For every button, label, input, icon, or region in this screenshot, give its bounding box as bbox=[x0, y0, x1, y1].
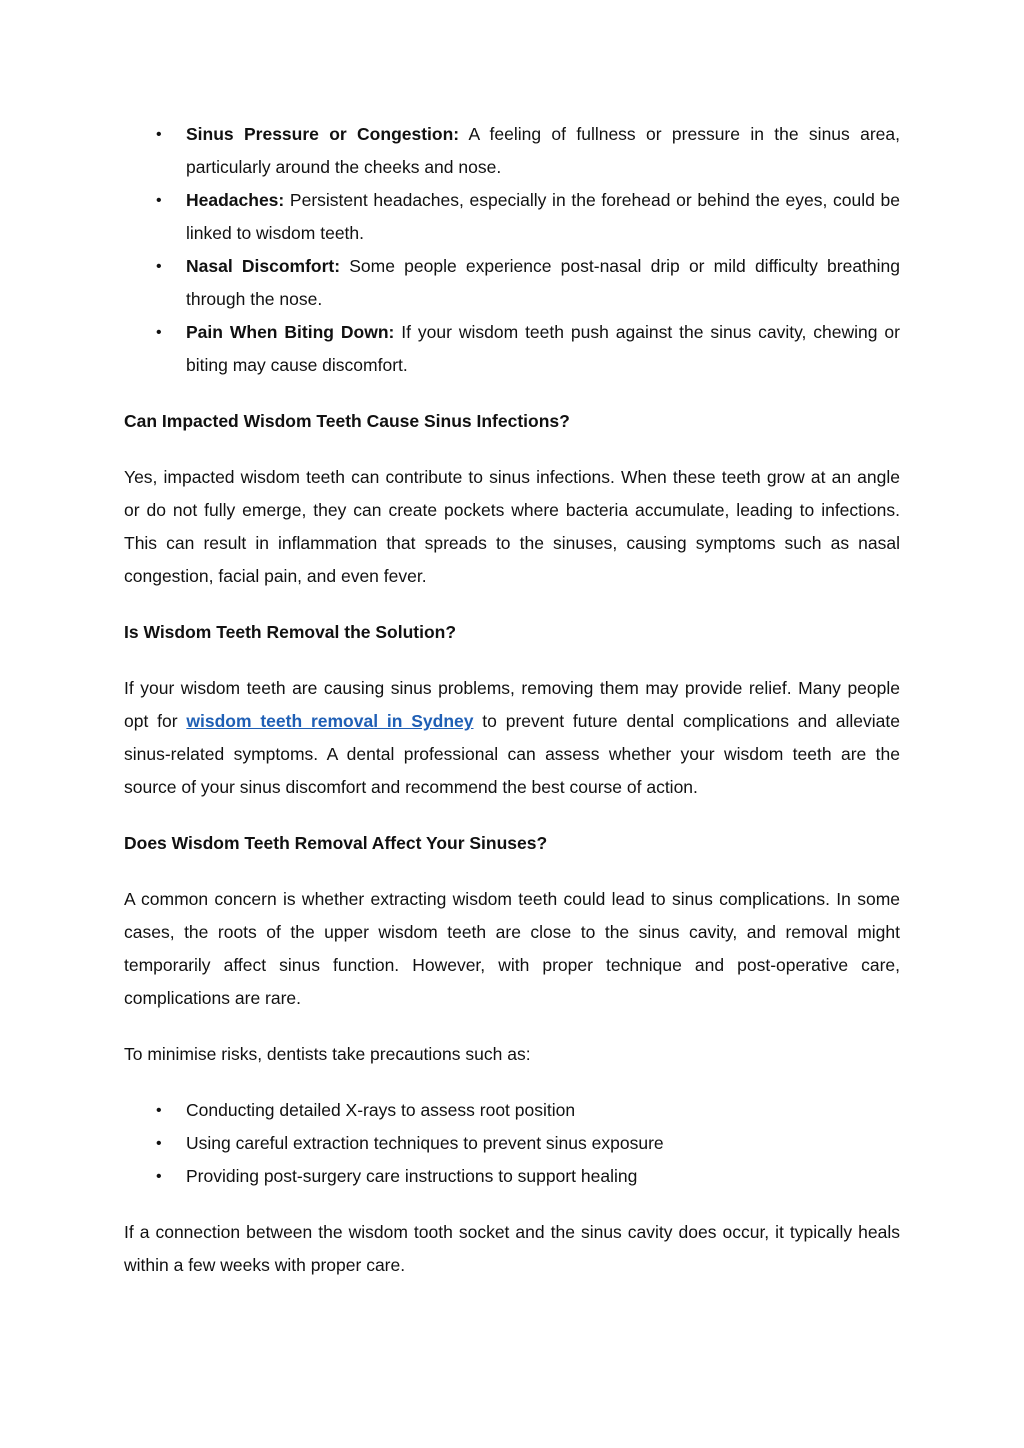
list-item-text: Some people experience post-nasal drip or mild difficulty breathing through the nose. bbox=[186, 256, 900, 309]
list-item bbox=[186, 250, 900, 316]
section-heading-affect-sinuses: Does Wisdom Teeth Removal Affect Your Sinuses? bbox=[124, 833, 548, 853]
precaution-list bbox=[124, 1094, 900, 1193]
list-item: • Using careful extraction techniques to prevent sinus exposure bbox=[186, 1127, 900, 1160]
paragraph-sinus-infections: Yes, impacted wisdom teeth can contribute to sinus infections. When these teeth grow at an angle or do not fully emerge, they can create pockets where bacteria accumulate, leading to infections. This can result in inflammation that spreads to the sinuses, causing symptoms such as nasal congestion, facial pain, and even fever. bbox=[124, 467, 900, 586]
list-item-term: Pain When Biting Down: bbox=[186, 322, 395, 342]
list-item: • Providing post-surgery care instructions to support healing bbox=[186, 1160, 900, 1193]
list-item-term: Sinus Pressure or Congestion: bbox=[186, 124, 460, 144]
list-item bbox=[186, 118, 900, 184]
list-item-text: If your wisdom teeth push against the sinus cavity, chewing or biting may cause discomfort. bbox=[186, 322, 900, 375]
list-item bbox=[186, 316, 900, 382]
list-item: • Conducting detailed X-rays to assess root position bbox=[186, 1094, 900, 1127]
section-heading-removal-solution: Is Wisdom Teeth Removal the Solution? bbox=[124, 622, 457, 642]
paragraph-text-before-link: If your wisdom teeth are causing sinus problems, removing them may provide relief. Many people opt for bbox=[124, 678, 900, 731]
section-heading-sinus-infections: Can Impacted Wisdom Teeth Cause Sinus Infections? bbox=[124, 411, 570, 431]
paragraph-closing: If a connection between the wisdom tooth socket and the sinus cavity does occur, it typically heals within a few weeks with proper care. bbox=[124, 1222, 900, 1275]
list-item bbox=[186, 184, 900, 250]
document-content bbox=[124, 118, 900, 1282]
list-item-term: Headaches: bbox=[186, 190, 285, 210]
paragraph-text-after-link: to prevent future dental complications and alleviate sinus-related symptoms. A dental professional can assess whether your wisdom teeth are the source of your sinus discomfort and recommend the best course of action. bbox=[124, 711, 900, 797]
paragraph-precautions-intro: To minimise risks, dentists take precautions such as: bbox=[124, 1044, 531, 1064]
paragraph-affect-sinuses: A common concern is whether extracting wisdom teeth could lead to sinus complications. In some cases, the roots of the upper wisdom teeth are close to the sinus cavity, and removal might temporarily affect sinus function. However, with proper technique and post-operative care, complications are rare. bbox=[124, 889, 900, 1008]
paragraph-removal-solution bbox=[124, 672, 900, 804]
list-item-text: A feeling of fullness or pressure in the sinus area, particularly around the cheeks and nose. bbox=[186, 124, 900, 177]
list-item-term: Nasal Discomfort: bbox=[186, 256, 341, 276]
list-item-text: Persistent headaches, especially in the forehead or behind the eyes, could be linked to wisdom teeth. bbox=[186, 190, 900, 243]
symptom-list bbox=[124, 118, 900, 382]
wisdom-teeth-removal-link[interactable]: wisdom teeth removal in Sydney bbox=[186, 711, 474, 731]
